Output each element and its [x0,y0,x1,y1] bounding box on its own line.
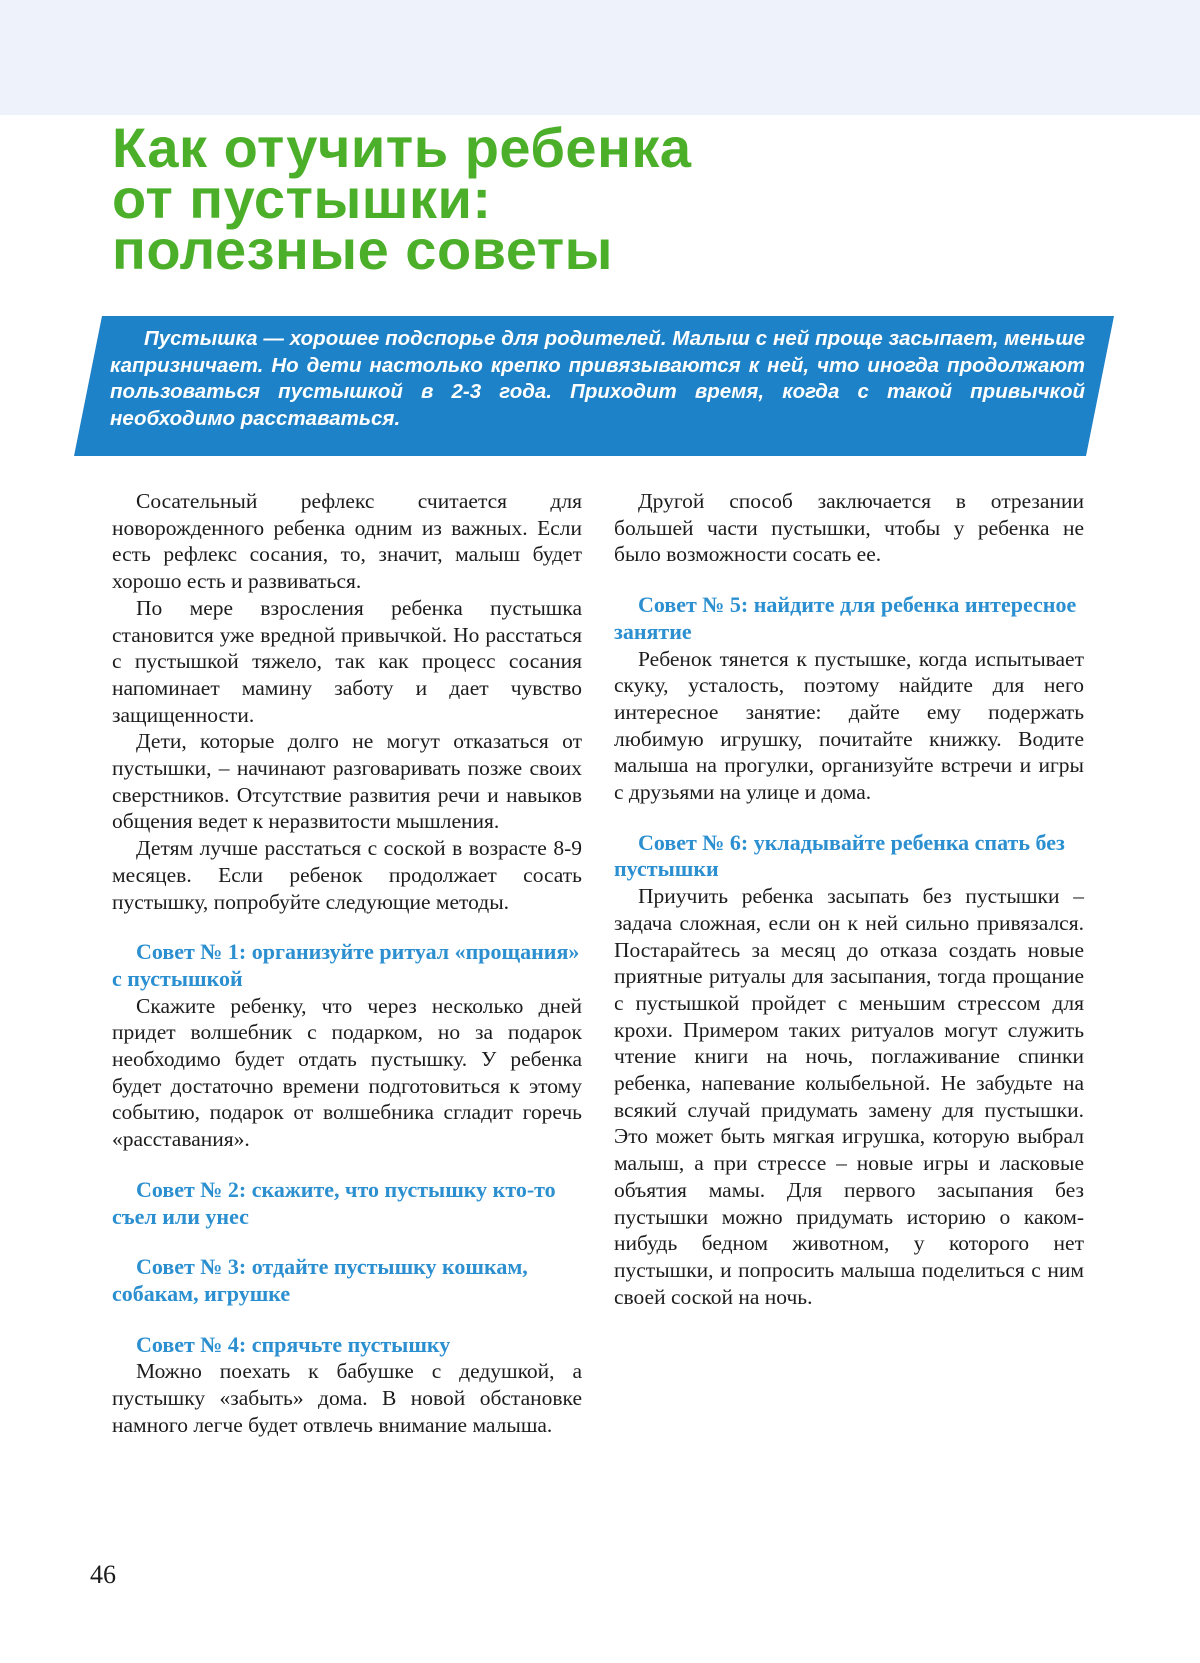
page-number: 46 [90,1560,116,1589]
paragraph: Детям лучше расстаться с соской в возрасте 8-9 месяцев. Если ребенок продолжает сосать пустышку, попробуйте следующие методы. [112,836,582,914]
tip-5-heading: Совет № 5: найдите для ребенка интересное занятие [614,592,1077,644]
tip-5-text: Ребенок тянется к пустышке, когда испытывает скуку, усталость, поэтому найдите для него интересное занятие: дайте ему подержать любимую игрушку, почитайте книжку. Водите малыша на прогулки, организуйте встречи и игры с друзьями на улице и дома. [614,646,1084,805]
title-line-1: Как отучить ребенка [112,116,692,179]
tip-1-heading: Совет № 1: организуйте ритуал «прощания» с пустышкой [112,939,580,991]
tip-4-text: Можно поехать к бабушке с дедушкой, а пустышку «забыть» дома. В новой обстановке намного легче будет отвлечь внимание малыша. [112,1359,582,1437]
right-column [614,488,1084,1310]
tip-4-heading: Совет № 4: спрячьте пустышку [136,1331,451,1357]
lead-text: Пустышка — хорошее подспорье для родителей. Малыш с ней проще засыпает, меньше капризничает. Но дети настолько крепко привязываются к ней, что иногда продолжают пользоваться пустышкой в 2-3 года. Приходит время, когда с такой привычкой необходимо расставаться. [110,327,1085,430]
tip-6-text: Приучить ребенка засыпать без пустышки – задача сложная, если он к ней сильно привязался. Постарайтесь за месяц до отказа создать новые приятные ритуалы для засыпания, тогда прощание с пустышкой пройдет с меньшим стрессом для крохи. Примером таких ритуалов могут служить чтение книги на ночь, поглаживание спинки ребенка, напевание колыбельной. Не забудьте на всякий случай придумать замену для пустышки. Это может быть мягкая игрушка, которую выбрал малыш, а при стрессе – новые игры и ласковые объятия мамы. Для первого засыпания без пустышки можно придумать историю о каком-нибудь бедном животном, у которого нет пустышки, и попросить малыша поделиться с ним своей соской на ночь. [614,884,1084,1309]
header-band [0,0,1200,115]
paragraph: По мере взросления ребенка пустышка становится уже вредной привычкой. Но расстаться с пустышкой тяжело, так как процесс сосания напоминает мамину заботу и дает чувство защищенности. [112,595,582,727]
tip-3-heading: Совет № 3: отдайте пустышку кошкам, собакам, игрушке [112,1254,528,1306]
article-title [112,116,1012,281]
tip-1-text: Скажите ребенку, что через несколько дней придет волшебник с подарком, но за подарок необходимо будет отдать пустышку. У ребенка будет достаточно времени подготовиться к этому событию, подарок от волшебника сгладит горечь «расставания». [112,993,582,1152]
title-line-3: полезные советы [112,218,613,281]
tip-2-heading: Совет № 2: скажите, что пустышку кто-то съел или унес [112,1176,556,1229]
left-column [112,488,582,1439]
paragraph: Другой способ заключается в отрезании большей части пустышки, чтобы у ребенка не было возможности сосать ее. [614,489,1084,567]
title-line-2: от пустышки: [112,167,492,230]
paragraph: Сосательный рефлекс считается для новорожденного ребенка одним из важных. Если есть рефлекс сосания, то, значит, малыш будет хорошо есть и развиваться. [112,489,582,594]
tip-6-heading: Совет № 6: укладывайте ребенка спать без пустышки [614,829,1065,882]
paragraph: Дети, которые долго не могут отказаться от пустышки, – начинают разговаривать позже своих сверстников. Отсутствие развития речи и навыков общения ведет к неразвитости мышления. [112,729,582,834]
